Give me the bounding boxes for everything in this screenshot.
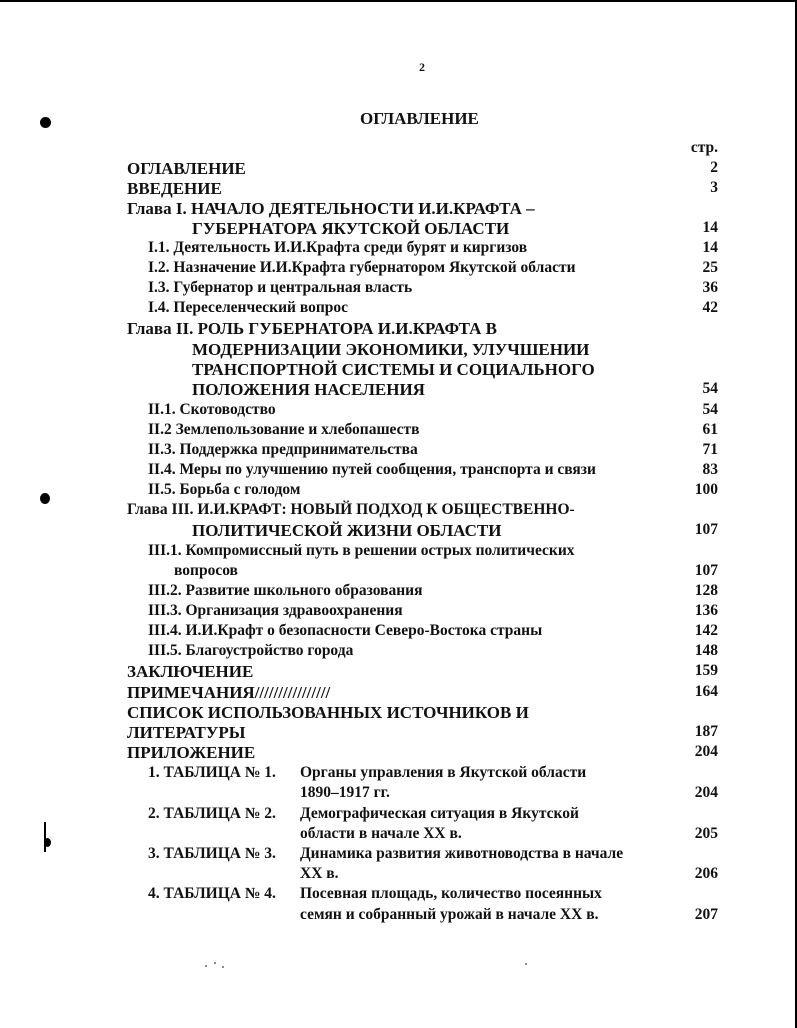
toc-entry-text: ОГЛАВЛЕНИЕ [127, 159, 246, 178]
toc-entry-page: 61 [702, 421, 718, 438]
toc-entry-page: 42 [702, 299, 718, 316]
toc-entry-text: ТРАНСПОРТНОЙ СИСТЕМЫ И СОЦИАЛЬНОГО [192, 360, 595, 379]
toc-entry-text: III.1. Компромиссный путь в решении острых политических [148, 542, 575, 559]
page-number: 2 [419, 60, 425, 74]
toc-entry-page: 100 [694, 481, 718, 498]
toc-entry-text: II.4. Меры по улучшению путей сообщения, транспорта и связи [148, 461, 596, 478]
toc-entry-page: 36 [702, 279, 718, 296]
toc-entry-page: 25 [702, 259, 718, 276]
toc-entry-text: III.5. Благоустройство города [148, 642, 354, 659]
toc-entry-page: 164 [694, 683, 718, 700]
toc-entry-text: I.3. Губернатор и центральная власть [148, 279, 413, 296]
toc-entry-text: III.4. И.И.Крафт о безопасности Северо-Востока страны [148, 622, 543, 639]
toc-entry-page: 2 [710, 159, 718, 176]
toc-entry-text: II.1. Скотоводство [148, 401, 276, 418]
toc-entry-page: 187 [694, 723, 718, 740]
toc-entry-label: 4. ТАБЛИЦА № 4. [148, 885, 276, 902]
toc-entry-text: МОДЕРНИЗАЦИИ ЭКОНОМИКИ, УЛУЧШЕНИИ [192, 340, 590, 359]
toc-entry-text: Посевная площадь, количество посеянных [300, 885, 602, 902]
toc-entry-text: семян и собранный урожай в начале XX в. [300, 906, 599, 923]
toc-entry-text: Динамика развития животноводства в начале [300, 845, 624, 862]
toc-entry-label: 2. ТАБЛИЦА № 2. [148, 805, 276, 822]
toc-entry-text: III.2. Развитие школьного образования [148, 582, 423, 599]
toc-entry-text: Глава II. РОЛЬ ГУБЕРНАТОРА И.И.КРАФТА В [127, 319, 497, 338]
toc-entry-text: вопросов [174, 562, 238, 579]
scan-speck [525, 963, 527, 965]
toc-entry-page: 204 [694, 784, 718, 801]
toc-entry-page: 142 [694, 622, 718, 639]
scan-border-top [0, 0, 797, 2]
toc-entry-page: 54 [702, 401, 718, 418]
toc-entry-page: 54 [702, 380, 718, 397]
toc-entry-text: ПРИМЕЧАНИЯ//////////////// [127, 683, 331, 702]
toc-entry-text: Глава III. И.И.КРАФТ: НОВЫЙ ПОДХОД К ОБЩЕСТВЕННО- [127, 501, 575, 518]
scan-blot [40, 117, 51, 128]
toc-entry-text: ВВЕДЕНИЕ [127, 179, 222, 198]
toc-entry-text: Демографическая ситуация в Якутской [300, 805, 579, 822]
scan-speck [222, 966, 224, 968]
toc-entry-text: III.3. Организация здравоохранения [148, 602, 403, 619]
toc-entry-page: 128 [694, 582, 718, 599]
toc-entry-label: 1. ТАБЛИЦА № 1. [148, 764, 276, 781]
scan-blot [40, 493, 50, 504]
toc-entry-page: 204 [694, 743, 718, 760]
toc-entry-page: 3 [710, 179, 718, 196]
scan-speck [205, 965, 207, 967]
toc-entry-text: I.1. Деятельность И.И.Крафта среди бурят и киргизов [148, 239, 528, 256]
scan-mark [44, 822, 46, 852]
toc-entry-page: 83 [702, 461, 718, 478]
toc-entry-text: Органы управления в Якутской области [300, 764, 587, 781]
scan-speck [214, 962, 216, 964]
toc-entry-text: II.5. Борьба с голодом [148, 481, 301, 498]
toc-entry-text: I.4. Переселенческий вопрос [148, 299, 349, 316]
toc-entry-page: 107 [694, 521, 718, 538]
toc-entry-page: 207 [694, 906, 718, 923]
toc-entry-text: II.3. Поддержка предпринимательства [148, 441, 418, 458]
toc-entry-page: 14 [702, 219, 718, 236]
toc-entry-page: 159 [694, 662, 718, 679]
toc-entry-text: 1890–1917 гг. [300, 784, 390, 801]
toc-entry-page: 14 [702, 239, 718, 256]
toc-entry-text: ЛИТЕРАТУРЫ [127, 723, 246, 742]
toc-entry-text: XX в. [300, 865, 339, 882]
toc-entry-text: II.2 Землепользование и хлебопашеств [148, 421, 420, 438]
toc-entry-page: 136 [694, 602, 718, 619]
toc-entry-text: области в начале XX в. [300, 825, 462, 842]
toc-entry-text: ЗАКЛЮЧЕНИЕ [127, 662, 254, 681]
toc-entry-text: Глава I. НАЧАЛО ДЕЯТЕЛЬНОСТИ И.И.КРАФТА – [127, 199, 535, 218]
toc-entry-label: 3. ТАБЛИЦА № 3. [148, 845, 276, 862]
toc-entry-page: 71 [702, 441, 718, 458]
toc-entry-page: 205 [694, 825, 718, 842]
toc-entry-page: 206 [694, 865, 718, 882]
toc-entry-text: СПИСОК ИСПОЛЬЗОВАННЫХ ИСТОЧНИКОВ И [127, 703, 529, 722]
toc-entry-page: 148 [694, 642, 718, 659]
toc-entry-text: I.2. Назначение И.И.Крафта губернатором Якутской области [148, 259, 576, 276]
toc-entry-text: ГУБЕРНАТОРА ЯКУТСКОЙ ОБЛАСТИ [192, 219, 510, 238]
page-column-label: стр. [690, 139, 718, 156]
page-title: ОГЛАВЛЕНИЕ [360, 109, 479, 128]
toc-entry-text: ПОЛИТИЧЕСКОЙ ЖИЗНИ ОБЛАСТИ [192, 521, 502, 540]
toc-entry-text: ПОЛОЖЕНИЯ НАСЕЛЕНИЯ [192, 380, 425, 399]
toc-entry-text: ПРИЛОЖЕНИЕ [127, 743, 256, 762]
toc-entry-page: 107 [694, 562, 718, 579]
